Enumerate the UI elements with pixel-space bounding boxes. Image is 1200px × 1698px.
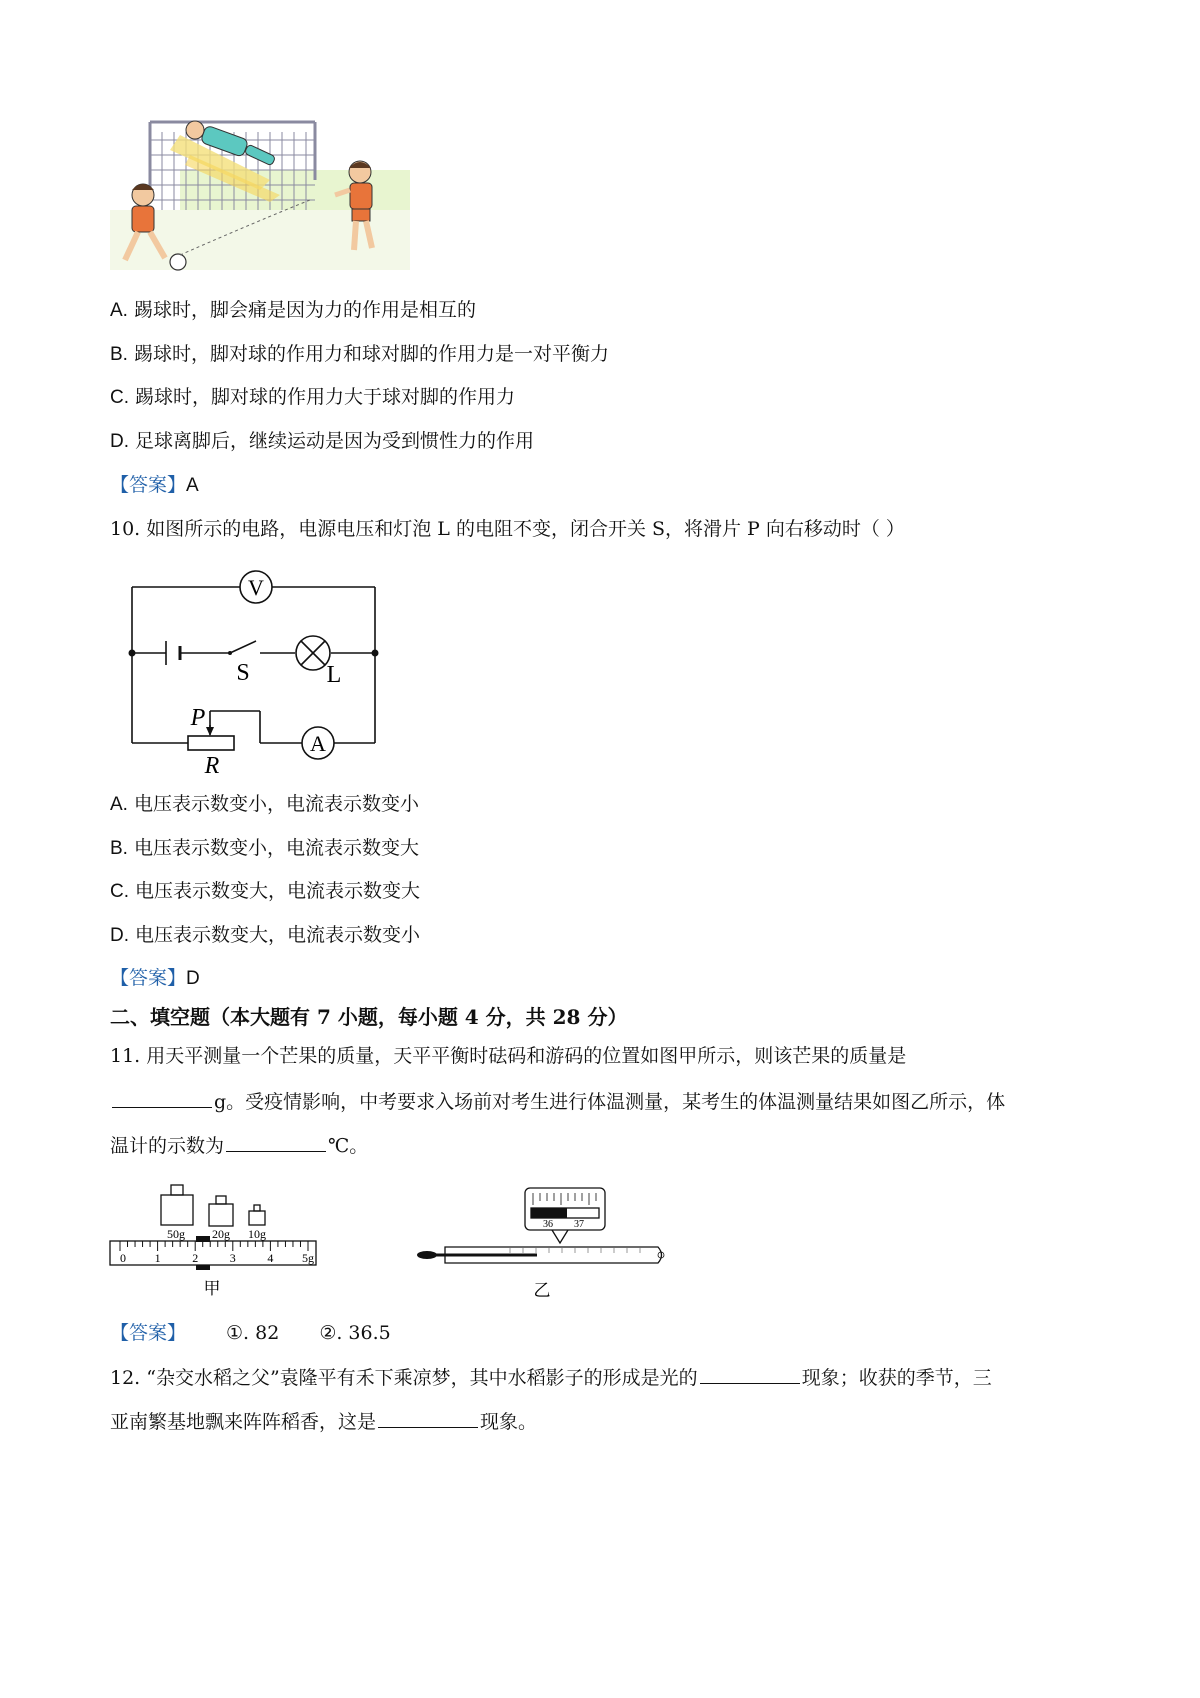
figure-label-yi: 乙: [533, 1281, 551, 1300]
switch-label: S: [236, 660, 250, 686]
weight-label: 20g: [212, 1227, 230, 1241]
option-letter: D.: [110, 431, 129, 452]
q12-line1-text: 12. “杂交水稻之父”袁隆平有禾下乘凉梦，其中水稻影子的形成是光的: [110, 1367, 698, 1389]
section-title: 二、填空题（本大题有 7 小题，每小题 4 分，共 28 分）: [110, 1005, 628, 1029]
answer-blank[interactable]: [112, 1087, 212, 1108]
q12-line1-tail: 现象；收获的季节，三: [801, 1367, 992, 1389]
q11-line2-text: g。受疫情影响，中考要求入场前对考生进行体温测量，某考生的体温测量结果如图乙所示，体: [214, 1091, 1006, 1113]
q11-answer: [110, 1320, 391, 1346]
answer-blank[interactable]: [378, 1407, 478, 1428]
answer-value: A: [186, 475, 199, 496]
q10-answer: [110, 965, 200, 992]
thermo-tick: 37: [574, 1219, 584, 1230]
answer-blank[interactable]: [700, 1363, 800, 1384]
option-text: 踢球时，脚对球的作用力大于球对脚的作用力: [135, 386, 516, 408]
option-letter: B.: [110, 838, 128, 859]
weight-label: 10g: [248, 1227, 266, 1241]
ruler-label: 5g: [302, 1251, 314, 1265]
option-text: 足球离脚后，继续运动是因为受到惯性力的作用: [135, 430, 535, 452]
q10-option-d: [110, 922, 420, 949]
option-text: 电压表示数变大，电流表示数变大: [135, 880, 421, 902]
option-text: 电压表示数变大，电流表示数变小: [135, 924, 421, 946]
resistor-label: R: [204, 753, 220, 779]
q11-line1: 11. 用天平测量一个芒果的质量，天平平衡时砝码和游码的位置如图甲所示，则该芒果的质量是: [110, 1045, 907, 1067]
q11-line3-text: 温计的示数为: [110, 1135, 225, 1157]
figure-label-jia: 甲: [203, 1279, 221, 1298]
q9-option-b: [110, 341, 609, 368]
q10-stem: 10. 如图所示的电路，电源电压和灯泡 L 的电阻不变，闭合开关 S，将滑片 P 向右移动时（ ）: [110, 518, 905, 540]
ammeter-label: A: [310, 731, 326, 756]
q10-option-c: [110, 878, 420, 905]
option-letter: C.: [110, 387, 129, 408]
ruler-label: 2: [192, 1251, 199, 1265]
q12-line1: [110, 1363, 992, 1391]
answer-label: 【答案】: [110, 1322, 187, 1344]
q11-line3: [110, 1131, 368, 1159]
answer-value: ②. 36.5: [319, 1322, 391, 1344]
lamp-label: L: [326, 662, 342, 688]
q12-line2-tail: 现象。: [480, 1411, 538, 1433]
thermometer-figure: [415, 1185, 675, 1300]
thermo-tick: 36: [543, 1219, 553, 1230]
ruler-label: 1: [154, 1251, 161, 1265]
option-text: 踢球时，脚会痛是因为力的作用是相互的: [134, 299, 477, 321]
q10-option-b: [110, 835, 419, 862]
q10-option-a: [110, 791, 419, 818]
balance-figure: [108, 1180, 328, 1300]
option-text: 电压表示数变小，电流表示数变大: [134, 837, 420, 859]
answer-label: 【答案】: [110, 474, 187, 496]
ruler-label: 4: [267, 1251, 274, 1265]
answer-value: D: [186, 968, 200, 989]
option-letter: C.: [110, 881, 129, 902]
q12-line2: [110, 1407, 537, 1435]
option-text: 踢球时，脚对球的作用力和球对脚的作用力是一对平衡力: [134, 343, 610, 365]
ruler-label: 0: [120, 1251, 126, 1265]
slider-label: P: [190, 705, 206, 731]
answer-blank[interactable]: [226, 1131, 326, 1152]
soccer-illustration: [110, 110, 410, 285]
option-letter: A.: [110, 794, 128, 815]
answer-value: ①. 82: [226, 1322, 280, 1344]
answer-label: 【答案】: [110, 967, 187, 989]
option-letter: D.: [110, 925, 129, 946]
q9-option-d: [110, 428, 534, 455]
option-letter: B.: [110, 344, 128, 365]
option-text: 电压表示数变小，电流表示数变小: [134, 793, 420, 815]
voltmeter-label: V: [248, 575, 264, 600]
q12-line2-text: 亚南繁基地飘来阵阵稻香，这是: [110, 1411, 377, 1433]
q11-line2: [110, 1087, 1005, 1115]
q11-line3-unit: ℃。: [328, 1135, 369, 1157]
ruler-label: 3: [229, 1251, 236, 1265]
option-letter: A.: [110, 300, 128, 321]
weight-label: 50g: [167, 1227, 185, 1241]
q9-option-c: [110, 384, 515, 411]
q9-answer: [110, 472, 199, 499]
q9-option-a: [110, 297, 476, 324]
circuit-diagram: [120, 565, 390, 780]
